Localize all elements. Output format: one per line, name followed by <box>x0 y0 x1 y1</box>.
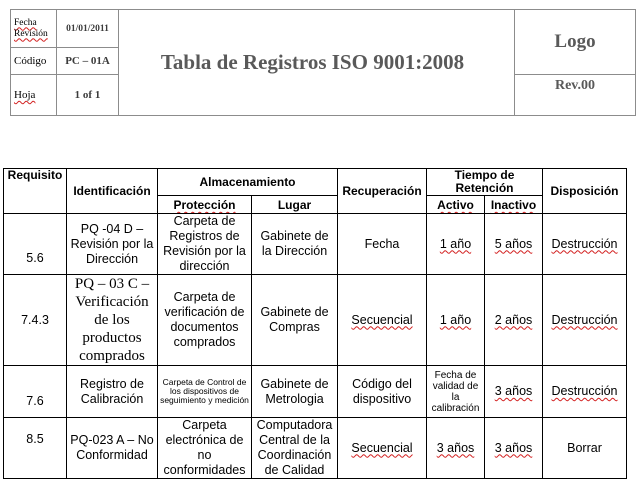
table-row <box>4 418 627 479</box>
cell-inactivo: 2 años <box>485 275 543 366</box>
cell-activo: 3 años <box>427 418 485 479</box>
cell-recuperacion: Secuencial <box>338 275 427 366</box>
cell-inactivo: 3 años <box>485 418 543 479</box>
cell-identificacion: PQ -04 D – Revisión por la Dirección <box>67 214 158 275</box>
cell-disposicion: Destrucción <box>543 214 627 275</box>
cell-disposicion: Borrar <box>543 418 627 479</box>
header-inactivo: Inactivo <box>485 196 543 214</box>
header-activo: Activo <box>427 196 485 214</box>
header-recuperacion: Recuperación <box>338 169 427 214</box>
cell-lugar: Gabinete de Compras <box>252 275 338 366</box>
cell-lugar: Computadora Central de la Coordinación de Calidad <box>252 418 338 479</box>
header-disposicion: Disposición <box>543 169 627 214</box>
cell-proteccion: Carpeta de Control de los dispositivos de seguimiento y medición <box>158 366 252 418</box>
fecha-revision-value: 01/01/2011 <box>57 10 119 48</box>
cell-activo: 1 año <box>427 214 485 275</box>
header-lugar: Lugar <box>252 196 338 214</box>
records-table <box>3 168 627 479</box>
table-row <box>4 214 627 275</box>
cell-activo: Fecha de validad de la calibración <box>427 366 485 418</box>
table-row <box>4 366 627 418</box>
document-title: Tabla de Registros ISO 9001:2008 <box>119 10 515 116</box>
cell-lugar: Gabinete de Metrologia <box>252 366 338 418</box>
cell-recuperacion: Secuencial <box>338 418 427 479</box>
logo: Logo <box>515 10 636 75</box>
cell-identificacion: Registro de Calibración <box>67 366 158 418</box>
fecha-revision-label: Fecha Revisión <box>11 10 57 48</box>
cell-proteccion: Carpeta de verificación de documentos comprados <box>158 275 252 366</box>
hoja-label: Hoja <box>11 75 57 116</box>
cell-requisito: 5.6 <box>4 214 67 275</box>
codigo-label: Código <box>11 48 57 75</box>
cell-proteccion: Carpeta electrónica de no conformidades <box>158 418 252 479</box>
codigo-value: PC – 01A <box>57 48 119 75</box>
cell-inactivo: 5 años <box>485 214 543 275</box>
cell-requisito: 8.5 <box>4 418 67 479</box>
cell-recuperacion: Código del dispositivo <box>338 366 427 418</box>
header-requisito: Requisito <box>4 169 67 214</box>
revision-number: Rev.00 <box>515 75 636 116</box>
cell-identificacion: PQ – 03 C – Verificación de los productos comprados <box>67 275 158 366</box>
document-header <box>10 9 636 116</box>
cell-disposicion: Destrucción <box>543 275 627 366</box>
cell-inactivo: 3 años <box>485 366 543 418</box>
header-proteccion: Protección <box>158 196 252 214</box>
cell-lugar: Gabinete de la Dirección <box>252 214 338 275</box>
cell-activo: 1 año <box>427 275 485 366</box>
table-row <box>4 275 627 366</box>
hoja-value: 1 of 1 <box>57 75 119 116</box>
cell-proteccion: Carpeta de Registros de Revisión por la dirección <box>158 214 252 275</box>
cell-requisito: 7.4.3 <box>4 275 67 366</box>
header-tiempo-retencion: Tiempo de Retención <box>427 169 543 196</box>
cell-identificacion: PQ-023 A – No Conformidad <box>67 418 158 479</box>
header-almacenamiento: Almacenamiento <box>158 169 338 196</box>
cell-requisito: 7.6 <box>4 366 67 418</box>
cell-disposicion: Destrucción <box>543 366 627 418</box>
header-identificacion: Identificación <box>67 169 158 214</box>
cell-recuperacion: Fecha <box>338 214 427 275</box>
